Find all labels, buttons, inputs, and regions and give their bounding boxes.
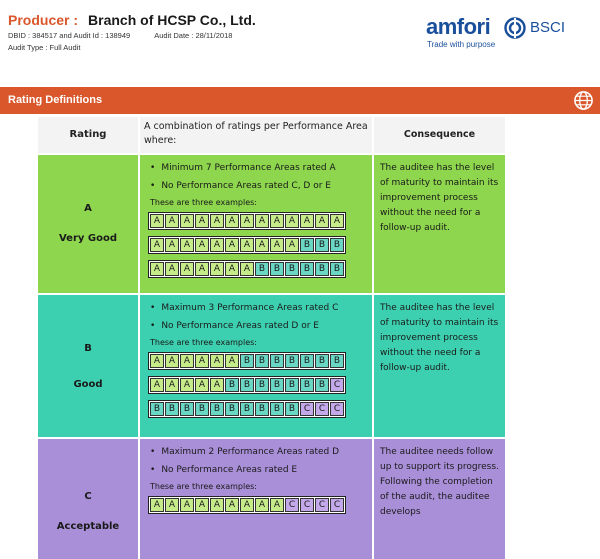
rating-square: A [195,354,209,368]
rating-square: A [240,238,254,252]
rating-square: B [285,354,299,368]
audit-type: Audit Type : Full Audit [8,43,81,52]
rating-square: A [195,238,209,252]
criteria-bullet: • No Performance Areas rated C, D or E [150,181,331,191]
rating-square: A [285,214,299,228]
rating-square: B [270,378,284,392]
rating-square: A [300,214,314,228]
rating-square: C [315,402,329,416]
criteria-bullet: • Minimum 7 Performance Areas rated A [150,163,336,173]
rating-square: A [165,498,179,512]
combination-cell-a [140,155,372,293]
rating-square: B [240,354,254,368]
header-combination: A combination of ratings per Performance Area where: [140,117,372,153]
rating-square: B [300,378,314,392]
rating-square: B [330,262,344,276]
audit-ids [8,31,232,40]
consequence-cell-c: The auditee needs follow up to support its progress. Following the completion of the audit, the auditee develops [374,439,505,559]
rating-square: B [285,402,299,416]
rating-square: B [225,378,239,392]
rating-square: A [195,378,209,392]
example-rating-strip [148,400,346,418]
rating-square: A [240,262,254,276]
rating-label: Good [73,379,103,390]
rating-square: A [270,238,284,252]
rating-square: A [270,214,284,228]
rating-square: B [300,238,314,252]
rating-square: B [285,378,299,392]
rating-square: A [150,378,164,392]
rating-square: A [255,498,269,512]
rating-square: B [300,354,314,368]
rating-square: A [210,378,224,392]
rating-square: B [240,378,254,392]
rating-label: Very Good [58,233,117,244]
rating-square: A [165,214,179,228]
rating-square: B [285,262,299,276]
rating-square: A [180,238,194,252]
rating-square: A [240,214,254,228]
rating-letter: A [84,203,92,214]
rating-square: B [270,262,284,276]
rating-square: B [330,354,344,368]
rating-square: C [330,402,344,416]
rating-square: B [315,238,329,252]
rating-square: C [285,498,299,512]
example-rating-strip [148,212,346,230]
rating-square: A [195,214,209,228]
rating-square: A [255,214,269,228]
header-rating: Rating [38,117,138,153]
rating-square: A [210,262,224,276]
rating-square: B [315,378,329,392]
criteria-bullet: • No Performance Areas rated D or E [150,321,319,331]
rating-square: A [150,354,164,368]
rating-square: B [225,402,239,416]
rating-square: B [255,378,269,392]
rating-square: A [210,498,224,512]
producer-label: Producer : [8,12,79,28]
logo-bsci: BSCI [530,19,566,36]
rating-square: A [285,238,299,252]
criteria-bullet: • Maximum 3 Performance Areas rated C [150,303,338,313]
rating-square: C [300,402,314,416]
rating-square: A [195,262,209,276]
amfori-bsci-logo [426,14,576,54]
report-header [0,0,600,86]
header-consequence: Consequence [374,117,505,153]
example-rating-strip [148,236,346,254]
rating-square: A [210,238,224,252]
criteria-bullet: • Maximum 2 Performance Areas rated D [150,447,339,457]
logo-word: amfori [426,14,491,39]
rating-square: A [225,238,239,252]
rating-square: A [165,378,179,392]
rating-square: C [330,378,344,392]
rating-letter: B [84,343,92,354]
rating-square: A [165,238,179,252]
rating-square: A [225,262,239,276]
rating-square: A [255,238,269,252]
logo-tagline: Trade with purpose [427,40,496,49]
dbid-text: DBID : 384517 and Audit Id : 138949 [8,31,131,40]
amfori-mark-icon [504,17,526,39]
rating-square: B [300,262,314,276]
combination-cell-b [140,295,372,437]
consequence-cell-a: The auditee has the level of maturity to maintain its improvement process without the need for a follow-up audit. [374,155,505,293]
rating-square: B [315,354,329,368]
example-rating-strip [148,352,346,370]
consequence-cell-b: The auditee has the level of maturity to maintain its improvement process without the need for a follow-up audit. [374,295,505,437]
rating-square: A [195,498,209,512]
rating-square: B [330,238,344,252]
rating-square: C [315,498,329,512]
examples-label: These are three examples: [150,482,257,491]
rating-square: B [315,262,329,276]
rating-square: B [195,402,209,416]
globe-icon[interactable] [573,90,594,111]
rating-square: A [180,378,194,392]
combination-cell-c [140,439,372,559]
example-rating-strip [148,376,346,394]
rating-square: A [180,354,194,368]
rating-definitions-table [38,117,505,532]
section-header-bar [0,87,600,114]
rating-square: B [270,354,284,368]
rating-square: A [270,498,284,512]
audit-date: Audit Date : 28/11/2018 [154,31,233,40]
rating-square: A [180,214,194,228]
rating-cell-b [38,295,138,437]
rating-square: A [225,214,239,228]
rating-square: B [150,402,164,416]
rating-square: B [240,402,254,416]
rating-square: C [300,498,314,512]
rating-square: B [180,402,194,416]
rating-square: A [210,214,224,228]
example-rating-strip [148,496,346,514]
rating-square: C [330,498,344,512]
rating-square: A [180,498,194,512]
rating-square: A [315,214,329,228]
rating-letter: C [84,491,92,502]
rating-square: A [225,498,239,512]
rating-cell-a [38,155,138,293]
rating-square: A [210,354,224,368]
rating-square: B [210,402,224,416]
producer-name: Branch of HCSP Co., Ltd. [88,12,256,28]
rating-square: A [165,262,179,276]
example-rating-strip [148,260,346,278]
rating-square: B [255,262,269,276]
rating-square: B [255,354,269,368]
rating-square: A [150,498,164,512]
section-title: Rating Definitions [8,94,103,106]
rating-square: A [150,214,164,228]
rating-square: B [255,402,269,416]
examples-label: These are three examples: [150,338,257,347]
examples-label: These are three examples: [150,198,257,207]
rating-square: A [240,498,254,512]
rating-square: A [180,262,194,276]
rating-square: A [165,354,179,368]
rating-square: A [225,354,239,368]
criteria-bullet: • No Performance Areas rated E [150,465,297,475]
rating-square: A [150,262,164,276]
rating-square: A [150,238,164,252]
rating-square: B [270,402,284,416]
producer-line [8,12,256,28]
rating-label: Acceptable [56,521,120,532]
rating-cell-c [38,439,138,559]
rating-square: B [165,402,179,416]
rating-square: A [330,214,344,228]
